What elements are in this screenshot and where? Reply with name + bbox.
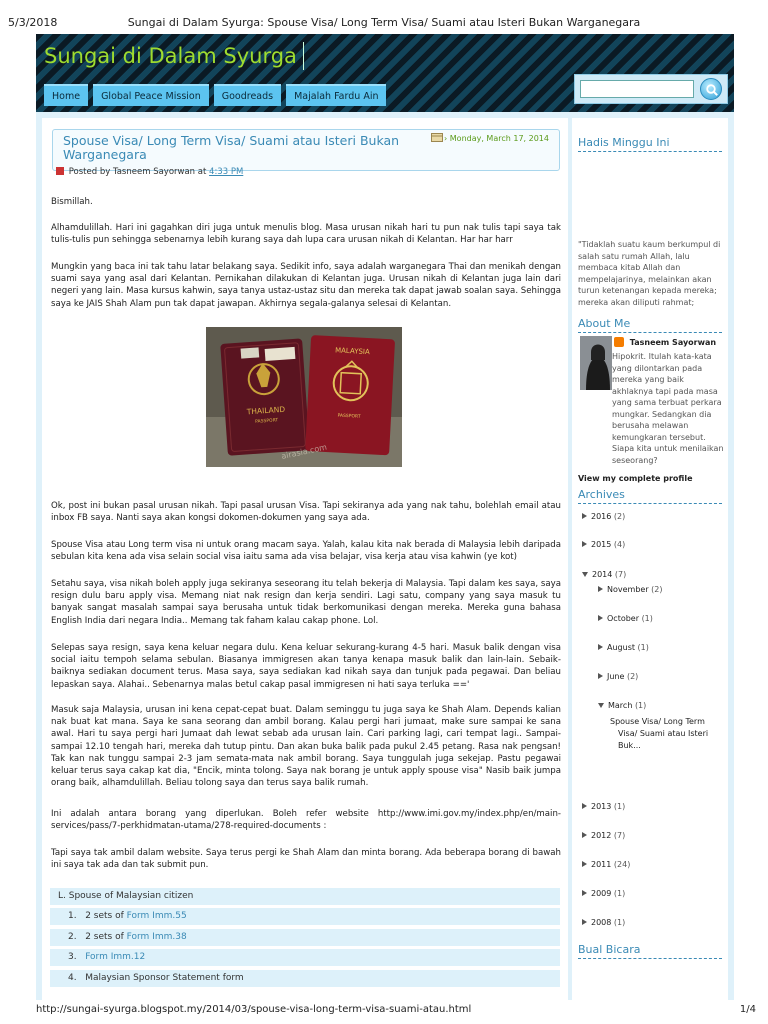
archive-year-2012[interactable]: 2012 (7) [582,831,625,840]
archive-year-2008[interactable]: 2008 (1) [582,918,625,927]
about-heading: About Me [578,317,722,333]
nav-tab-majalah-fardu-ain[interactable]: Majalah Fardu Ain [286,84,386,106]
archive-year-2013[interactable]: 2013 (1) [582,802,625,811]
post-title[interactable]: Spouse Visa/ Long Term Visa/ Suami atau Isteri Bukan Warganegara [63,133,400,162]
expand-icon [582,919,587,925]
nav-tab-goodreads[interactable]: Goodreads [214,84,281,106]
paragraph: Alhamdulillah. Hari ini gagahkan diri juga untuk menulis blog. Masa urusan nikah hari tu pun nak tulis tapi saya tak tulis-tulis pun sehingga sebenarnya lebih kurang saya dah lupa cara urusan nikah di Kelantan. Har har harr [51,223,561,246]
blog-title[interactable]: Sungai di Dalam Syurga [44,42,304,70]
posted-by: Posted by Tasneem Sayorwan at [68,167,207,177]
search-input[interactable] [580,80,694,98]
post-time-link[interactable]: 4:33 PM [209,167,244,177]
expand-icon [598,644,603,650]
blog-header [36,34,734,112]
hadis-text: "Tidaklah suatu kaum berkumpul di salah satu rumah Allah, lalu membaca kitab Allah dan mempelajarinya, melainkan akan turun ketenangan kepada mereka; mereka akan diliputi rahmat; [578,240,721,307]
profile-link[interactable]: View my complete profile [578,474,693,483]
calendar-icon [431,133,443,142]
bual-bicara-heading: Bual Bicara [578,943,722,959]
archives-heading: Archives [578,488,722,504]
passport-malaysia-label: MALAYSIA [334,346,370,357]
paragraph: Ini adalah antara borang yang diperlukan. Boleh refer website http://www.imi.gov.my/index.php/en/main-services/pass/7-perkhidmatan-utama/278-required-documents : [51,809,561,832]
archive-year-2011[interactable]: 2011 (24) [582,860,630,869]
print-footer [0,1000,768,1024]
paragraph: Spouse Visa atau Long term visa ni untuk orang macam saya. Yalah, kalau kita nak berada di Malaysia lebih daripada sebulan kita kena ada visa selain social visa iaitu sama ada visa belajar, visa kerja atau visa kahwin (ye kot) [51,540,561,563]
list-item: 3. Form Imm.12 [50,949,560,966]
expand-icon [582,832,587,838]
passport-thai-sub: PASSPORT [255,418,279,425]
list-item: 4. Malaysian Sponsor Statement form [50,970,560,987]
archive-year-2016[interactable]: 2016 (2) [582,512,625,521]
paragraph: Setahu saya, visa nikah boleh apply juga sekiranya seseorang itu telah bekerja di Malaysia. Tapi dalam kes saya, saya resign dulu baru apply visa. Memang niat nak resign dan kerja sendiri. Lagi satu, company yang saya masuk tu banyak sangat masalah sampai saya berusaha untuk tidak berkomunikasi dengan mereka. Mereka guna bahasa English India dari negara India.. Memang tak faham kalau cakap phone. Lol. [51,579,561,626]
about-text-body: Hipokrit. Itulah kata-kata yang dilontarkan pada mereka yang baik akhlaknya tapi pada masa yang sama terbuat perkara mungkar. Sedangkan dia berusaha melawan kemungkaran tersebut. Siapa kita untuk menilaikan seseorang? [612,352,724,465]
print-page-number: 1/4 [739,1004,756,1015]
archive-month-october[interactable]: October (1) [598,614,653,623]
list-heading: L. Spouse of Malaysian citizen [50,888,560,905]
expand-icon [598,673,603,679]
form-imm55-link[interactable]: Form Imm.55 [126,911,187,921]
paragraph: Ok, post ini bukan pasal urusan nikah. Tapi pasal urusan Visa. Tapi sekiranya ada yang nak tahu, bolehlah email atau inbox FB saya. Nanti saya akan kongsi dokomen-dokumen yang saya ada. [51,501,561,524]
expand-icon [582,803,587,809]
search-button[interactable] [700,78,722,100]
archive-month-august[interactable]: August (1) [598,643,649,652]
photo-watermark: airasia.com [280,442,328,461]
expand-icon [582,541,587,547]
passport-photo [206,327,402,467]
post-column [42,118,568,1000]
author-name[interactable]: Tasneem Sayorwan [614,337,716,347]
expand-icon [582,890,587,896]
print-url: http://sungai-syurga.blogspot.my/2014/03/spouse-visa-long-term-visa-suami-atau.html [36,1004,472,1015]
passport-thai-label: THAILAND [246,404,286,417]
search-icon [705,83,719,97]
hadis-heading: Hadis Minggu Ini [578,136,722,152]
archive-post-link[interactable]: Spouse Visa/ Long Term Visa/ Suami atau Isteri Buk... [610,717,709,750]
passport-malaysia-sub: PASSPORT [337,413,361,420]
list-item: 1. 2 sets of Form Imm.55 [50,908,560,925]
archive-year-2015[interactable]: 2015 (4) [582,540,625,549]
post-date: › Monday, March 17, 2014 [444,134,549,143]
print-date: 5/3/2018 [8,16,58,29]
archive-month-november[interactable]: November (2) [598,585,663,594]
print-title: Sungai di Dalam Syurga: Spouse Visa/ Long Term Visa/ Suami atau Isteri Bukan Warganegara [127,16,641,29]
list-item: 2. 2 sets of Form Imm.38 [50,929,560,946]
search-box [574,74,728,104]
expand-icon [582,861,587,867]
form-imm38-link[interactable]: Form Imm.38 [126,932,187,942]
paragraph: Masuk saja Malaysia, urusan ini kena cepat-cepat buat. Dalam seminggu tu juga saya ke Shah Alam. Depends kalian nak buat kat mana. Saya ke sana seorang dan ambil borang. Kalau pergi hari jumaat, make sure sampai ke sana awal. Hari tu saya pergi hari Jumaat dah lewat sebab ada urusan lain. Cari parking lagi, cari tempat lagi.. Sampai-sampai 12.10 tengah hari, mereka dah tutup pintu. Dan akan buka balik pada pukul 2.45 petang. Rasa nak pengsan! Tak kan nak tunggu sampai 2-3 jam semata-mata nak ambil borang. Saya tunggulah juga sekejap. Pastu pegawai keluar terus saya cakap kat dia, "Encik, minta tolong. Saya nak borang je untuk apply spouse visa" Nasib baik jumpa orang baik, alhamdulillah. Beliau tolong saya dan terus saya balik rumah. [51,705,561,789]
archive-month-march[interactable]: March (1) [598,701,646,710]
print-header [0,0,768,30]
expand-icon [598,586,603,592]
expand-icon [582,513,587,519]
author-icon [56,167,64,175]
form-imm12-link[interactable]: Form Imm.12 [85,952,146,962]
post-meta [56,167,243,177]
sidebar [572,118,728,1000]
paragraph: Bismillah. [51,197,93,207]
archive-year-2014[interactable]: 2014 (7) [582,570,626,579]
collapse-icon [582,572,588,577]
nav-tab-home[interactable]: Home [44,84,88,106]
archive-month-june[interactable]: June (2) [598,672,638,681]
about-text [578,351,724,466]
paragraph: Selepas saya resign, saya kena keluar negara dulu. Kena keluar sekurang-kurang 4-5 hari. Masuk balik dengan visa social iaitu tempoh selama sebulan. Biasanya immigresen akan tanya kenapa masuk balik dan lain-lain. Sebaik-baiknya sediakan document terus. Masa saya, saya sediakan kad nikah saya dan tunjuk pada pegawai. Dan beliau lepaskan saya. Alahai.. Sebenarnya malas betul cakap pasal immigresen ni hati saya terluka ==' [51,643,561,690]
expand-icon [598,615,603,621]
nav-tab-global-peace-mission[interactable]: Global Peace Mission [93,84,209,106]
paragraph: Mungkin yang baca ini tak tahu latar belakang saya. Sedikit info, saya adalah warganegara Thai dan menikah dengan suami saya yang asal dari Kelantan. Pernikahan dilakukan di Kelantan juga. Urusan nikah di Kelantan juga lain dari negeri yang lain. Masa kursus kahwin, saya tanya ustaz-ustaz situ dan mereka tak dapat jawab soalan saya. Sehingga saya ke JAIS Shah Alam pun tak dapat jawapan. Akhirnya segala-galanya selesai di Kelantan. [51,262,561,309]
paragraph: Tapi saya tak ambil dalam website. Saya terus pergi ke Shah Alam dan minta borang. Ada beberapa borang di bawah ini saya tak ada dan tak submit pun. [51,848,561,871]
archive-year-2009[interactable]: 2009 (1) [582,889,625,898]
post-title-box [52,129,560,171]
blogger-icon [614,337,624,347]
nav-bar [44,84,386,106]
collapse-icon [598,703,604,708]
